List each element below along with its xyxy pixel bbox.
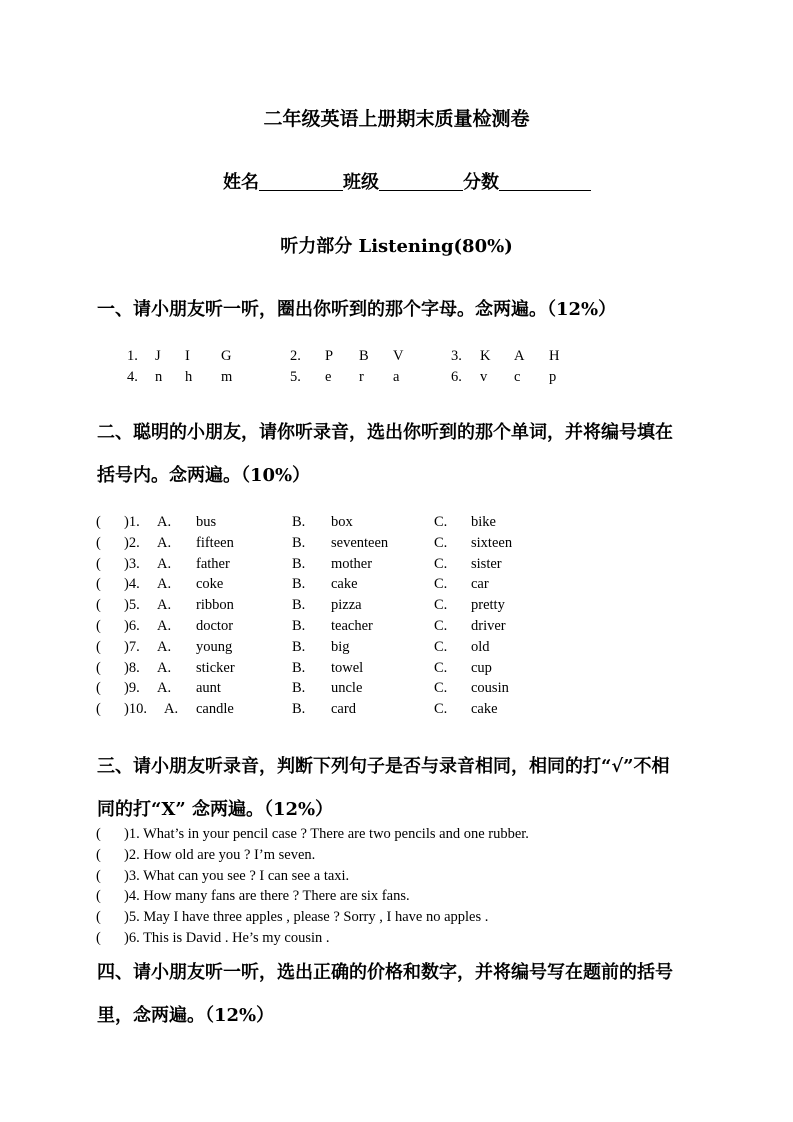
option-b-word: pizza [331,597,362,614]
letter-item-number: 3. [451,348,462,364]
option-a-word: aunt [196,680,221,697]
question-number: )7. [124,638,140,655]
answer-paren: ( [96,618,101,634]
option-a-label: A. [157,680,172,697]
option-a-word: coke [196,576,224,593]
question-number: )10. [124,701,147,718]
question-number: )9. [124,680,140,697]
option-a-word: doctor [196,618,234,634]
name-label: 姓名 [223,172,259,193]
question-number: )5. [124,597,140,614]
option-b-label: B. [292,534,306,551]
option-b-word: seventeen [331,534,389,551]
option-b-word: mother [331,555,373,572]
option-b-label: B. [292,701,306,718]
option-b-label: B. [292,597,306,614]
answer-paren: ( [96,826,101,842]
option-c-label: C. [434,534,448,551]
question-number: )1. [124,514,140,530]
score-label: 分数 [463,172,499,193]
option-b-label: B. [292,618,306,634]
option-a-word: bus [196,514,217,530]
option-a-word: ribbon [196,597,234,614]
dialogue-sentence: )5. May I have three apples , please ? Sorry , I have no apples . [124,909,489,926]
class-blank[interactable] [379,172,463,191]
answer-paren: ( [96,576,101,593]
option-a-label: A. [157,597,172,614]
letter-option: G [221,348,232,364]
letter-option: I [185,348,190,364]
letter-option: B [359,348,369,364]
option-c-word: cake [471,701,498,718]
option-a-label: A. [157,555,172,572]
answer-paren: ( [96,867,101,884]
letter-option: h [185,369,193,385]
option-c-word: car [471,576,489,593]
option-b-label: B. [292,680,306,697]
option-c-label: C. [434,576,448,593]
dialogue-sentence: )4. How many fans are there ? There are six fans. [124,888,410,905]
option-c-word: bike [471,514,496,530]
student-info-line [223,168,591,194]
option-b-label: B. [292,576,306,593]
letter-option: a [393,369,400,385]
option-c-label: C. [434,638,448,655]
question-number: )8. [124,659,140,676]
option-b-label: B. [292,555,306,572]
letter-item-number: 1. [127,348,138,364]
name-blank[interactable] [259,172,343,191]
option-a-word: candle [196,701,234,718]
section2-title-line2: 括号内。念两遍。（10%） [97,465,311,486]
letter-option: c [514,369,521,385]
letter-option: J [155,348,161,364]
option-c-label: C. [434,701,448,718]
letter-option: e [325,369,332,385]
question-number: )2. [124,534,140,551]
option-c-word: cup [471,659,492,676]
option-a-word: young [196,638,233,655]
dialogue-sentence: )6. This is David . He’s my cousin . [124,930,330,946]
option-b-word: cake [331,576,358,593]
score-blank[interactable] [499,172,591,191]
letter-option: m [221,369,233,385]
answer-paren: ( [96,909,101,926]
dialogue-sentence: )2. How old are you ? I’m seven. [124,846,316,863]
answer-paren: ( [96,514,101,530]
option-c-word: sister [471,555,502,572]
section2-title-line1: 二、聪明的小朋友，请你听录音，选出你听到的那个单词，并将编号填在 [97,422,673,443]
option-b-word: teacher [331,618,373,634]
section4-title-line1: 四、请小朋友听一听，选出正确的价格和数字，并将编号写在题前的括号 [97,962,673,983]
question-number: )3. [124,555,140,572]
option-c-label: C. [434,514,448,530]
option-a-label: A. [157,638,172,655]
letter-option: K [480,348,491,364]
letter-item-number: 4. [127,369,138,385]
answer-paren: ( [96,555,101,572]
letter-option: V [393,348,404,364]
option-b-word: towel [331,659,364,676]
option-a-label: A. [157,576,172,593]
option-b-label: B. [292,659,306,676]
letter-option: v [480,369,488,385]
option-b-label: B. [292,514,306,530]
answer-paren: ( [96,930,101,946]
letter-option: A [514,348,525,364]
option-c-word: cousin [471,680,509,697]
answer-paren: ( [96,597,101,614]
section3-title-line2: 同的打“X” 念两遍。（12%） [97,799,334,820]
option-a-word: sticker [196,659,235,676]
option-a-label: A. [157,534,172,551]
section4-title-line2: 里，念两遍。（12%） [97,1005,275,1026]
option-c-label: C. [434,659,448,676]
answer-paren: ( [96,638,101,655]
answer-paren: ( [96,659,101,676]
dialogue-sentence: )1. What’s in your pencil case ? There are two pencils and one rubber. [124,826,529,842]
answer-paren: ( [96,888,101,905]
letter-option: r [359,369,364,385]
letter-item-number: 6. [451,369,462,385]
question-number: )4. [124,576,140,593]
option-a-word: father [196,555,230,572]
part-title: 听力部分 Listening(80%) [280,236,513,257]
option-c-label: C. [434,618,448,634]
option-a-label: A. [164,701,179,718]
answer-paren: ( [96,534,101,551]
answer-paren: ( [96,846,101,863]
letter-option: p [549,369,557,385]
option-c-label: C. [434,597,448,614]
letter-item-number: 5. [290,369,301,385]
option-b-word: uncle [331,680,363,697]
letter-option: n [155,369,163,385]
option-a-label: A. [157,618,172,634]
option-a-word: fifteen [196,534,234,551]
option-a-label: A. [157,514,172,530]
option-b-word: big [331,638,350,655]
page-title: 二年级英语上册期末质量检测卷 [263,108,530,130]
letter-item-number: 2. [290,348,301,364]
option-c-label: C. [434,680,448,697]
option-c-word: pretty [471,597,505,614]
answer-paren: ( [96,680,101,697]
section1-title: 一、请小朋友听一听，圈出你听到的那个字母。念两遍。（12%） [97,299,617,320]
option-c-word: driver [471,618,506,634]
option-c-word: sixteen [471,534,513,551]
option-c-word: old [471,638,490,655]
option-c-label: C. [434,555,448,572]
option-b-label: B. [292,638,306,655]
option-b-word: box [331,514,353,530]
dialogue-sentence: )3. What can you see ? I can see a taxi. [124,867,350,884]
letter-option: H [549,348,560,364]
question-number: )6. [124,618,140,634]
section3-title-line1: 三、请小朋友听录音，判断下列句子是否与录音相同，相同的打“√”不相 [97,756,670,777]
answer-paren: ( [96,701,101,718]
class-label: 班级 [343,172,379,193]
option-b-word: card [331,701,356,718]
option-a-label: A. [157,659,172,676]
letter-option: P [325,348,334,364]
